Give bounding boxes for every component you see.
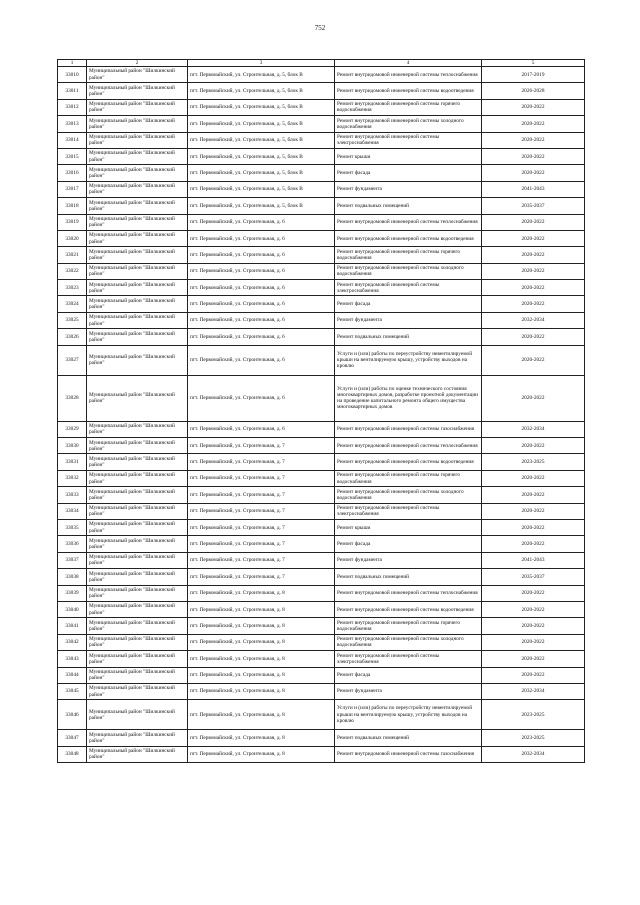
address-cell: пгт. Первомайский, ул. Строительная, д. 6 (188, 263, 335, 279)
table-row (58, 181, 585, 197)
row-number-cell: 33044 (58, 667, 87, 683)
table-row (58, 421, 585, 437)
table-row (58, 198, 585, 214)
table-body (58, 67, 585, 763)
address-cell: пгт. Первомайский, ул. Строительная, д. 8 (188, 746, 335, 762)
municipality-cell: Муниципальный район "Шилкинский район" (87, 165, 188, 181)
address-cell: пгт. Первомайский, ул. Строительная, д. 6 (188, 280, 335, 296)
address-cell: пгт. Первомайский, ул. Строительная, д. 6 (188, 296, 335, 312)
column-header: 1 (58, 60, 87, 67)
address-cell: пгт. Первомайский, ул. Строительная, д. 8 (188, 700, 335, 730)
address-cell: пгт. Первомайский, ул. Строительная, д. 6 (188, 345, 335, 375)
row-number-cell: 33040 (58, 601, 87, 617)
table-row (58, 132, 585, 148)
period-cell: 2020-2022 (482, 438, 585, 454)
municipality-cell: Муниципальный район "Шилкинский район" (87, 132, 188, 148)
table-row (58, 296, 585, 312)
row-number-cell: 33015 (58, 148, 87, 164)
table-row (58, 519, 585, 535)
period-cell: 2020-2022 (482, 519, 585, 535)
period-cell: 2020-2022 (482, 280, 585, 296)
address-cell: пгт. Первомайский, ул. Строительная, д. 5, блок В (188, 165, 335, 181)
address-cell: пгт. Первомайский, ул. Строительная, д. 5, блок В (188, 67, 335, 83)
address-cell: пгт. Первомайский, ул. Строительная, д. 6 (188, 329, 335, 345)
municipality-cell: Муниципальный район "Шилкинский район" (87, 280, 188, 296)
table-row (58, 700, 585, 730)
municipality-cell: Муниципальный район "Шилкинский район" (87, 487, 188, 503)
row-number-cell: 33012 (58, 99, 87, 115)
address-cell: пгт. Первомайский, ул. Строительная, д. 5, блок В (188, 198, 335, 214)
period-cell: 2020-2022 (482, 651, 585, 667)
municipality-cell: Муниципальный район "Шилкинский район" (87, 683, 188, 699)
address-cell: пгт. Первомайский, ул. Строительная, д. 7 (188, 470, 335, 486)
work-type-cell: Ремонт фасада (335, 667, 482, 683)
period-cell: 2020-2022 (482, 132, 585, 148)
table-row (58, 116, 585, 132)
table-row (58, 634, 585, 650)
municipality-cell: Муниципальный район "Шилкинский район" (87, 454, 188, 470)
address-cell: пгт. Первомайский, ул. Строительная, д. 8 (188, 585, 335, 601)
work-type-cell: Ремонт внутридомовой инженерной системы теплоснабжения (335, 585, 482, 601)
work-type-cell: Ремонт фасада (335, 165, 482, 181)
row-number-cell: 33035 (58, 519, 87, 535)
work-type-cell: Ремонт внутридомовой инженерной системы водоотведения (335, 454, 482, 470)
table-row (58, 165, 585, 181)
address-cell: пгт. Первомайский, ул. Строительная, д. 8 (188, 618, 335, 634)
period-cell: 2023-2025 (482, 730, 585, 746)
period-cell: 2035-2037 (482, 198, 585, 214)
period-cell: 2032-2034 (482, 312, 585, 328)
period-cell: 2020-2022 (482, 329, 585, 345)
row-number-cell: 33024 (58, 296, 87, 312)
row-number-cell: 33036 (58, 536, 87, 552)
work-type-cell: Ремонт внутридомовой инженерной системы теплоснабжения (335, 438, 482, 454)
row-number-cell: 33041 (58, 618, 87, 634)
work-type-cell: Ремонт внутридомовой инженерной системы горячего водоснабжения (335, 470, 482, 486)
municipality-cell: Муниципальный район "Шилкинский район" (87, 230, 188, 246)
municipality-cell: Муниципальный район "Шилкинский район" (87, 181, 188, 197)
table-row (58, 83, 585, 99)
address-cell: пгт. Первомайский, ул. Строительная, д. 8 (188, 651, 335, 667)
period-cell: 2032-2034 (482, 421, 585, 437)
row-number-cell: 33033 (58, 487, 87, 503)
row-number-cell: 33025 (58, 312, 87, 328)
table-row (58, 230, 585, 246)
address-cell: пгт. Первомайский, ул. Строительная, д. 7 (188, 569, 335, 585)
address-cell: пгт. Первомайский, ул. Строительная, д. 7 (188, 438, 335, 454)
work-type-cell: Ремонт подвальных помещений (335, 730, 482, 746)
work-type-cell: Ремонт внутридомовой инженерной системы холодного водоснабжения (335, 634, 482, 650)
work-type-cell: Ремонт фасада (335, 296, 482, 312)
column-header: 4 (335, 60, 482, 67)
work-type-cell: Ремонт внутридомовой инженерной системы электроснабжения (335, 132, 482, 148)
work-type-cell: Ремонт подвальных помещений (335, 329, 482, 345)
work-type-cell: Ремонт внутридомовой инженерной системы газоснабжения (335, 421, 482, 437)
address-cell: пгт. Первомайский, ул. Строительная, д. 6 (188, 214, 335, 230)
municipality-cell: Муниципальный район "Шилкинский район" (87, 730, 188, 746)
work-type-cell: Ремонт внутридомовой инженерной системы теплоснабжения (335, 214, 482, 230)
column-header: 3 (188, 60, 335, 67)
address-cell: пгт. Первомайский, ул. Строительная, д. 5, блок В (188, 116, 335, 132)
period-cell: 2020-2022 (482, 536, 585, 552)
address-cell: пгт. Первомайский, ул. Строительная, д. 8 (188, 634, 335, 650)
period-cell: 2026-2028 (482, 83, 585, 99)
municipality-cell: Муниципальный район "Шилкинский район" (87, 634, 188, 650)
table-row (58, 345, 585, 375)
address-cell: пгт. Первомайский, ул. Строительная, д. 8 (188, 683, 335, 699)
municipality-cell: Муниципальный район "Шилкинский район" (87, 296, 188, 312)
address-cell: пгт. Первомайский, ул. Строительная, д. 7 (188, 552, 335, 568)
column-number-row (58, 60, 585, 67)
address-cell: пгт. Первомайский, ул. Строительная, д. 6 (188, 312, 335, 328)
municipality-cell: Муниципальный район "Шилкинский район" (87, 700, 188, 730)
work-type-cell: Ремонт фундамента (335, 683, 482, 699)
municipality-cell: Муниципальный район "Шилкинский район" (87, 263, 188, 279)
table-row (58, 503, 585, 519)
period-cell: 2020-2022 (482, 375, 585, 421)
row-number-cell: 33031 (58, 454, 87, 470)
work-type-cell: Услуги и (или) работы по оценке технического состояния многоквартирных домов, разработке проектной документации на проведение капитального ремонта общего имущества многоквартирных домов (335, 375, 482, 421)
row-number-cell: 33028 (58, 375, 87, 421)
period-cell: 2020-2022 (482, 247, 585, 263)
municipality-cell: Муниципальный район "Шилкинский район" (87, 345, 188, 375)
municipality-cell: Муниципальный район "Шилкинский район" (87, 148, 188, 164)
work-type-cell: Ремонт внутридомовой инженерной системы горячего водоснабжения (335, 99, 482, 115)
work-type-cell: Ремонт фундамента (335, 181, 482, 197)
address-cell: пгт. Первомайский, ул. Строительная, д. 6 (188, 375, 335, 421)
row-number-cell: 33045 (58, 683, 87, 699)
table-row (58, 730, 585, 746)
address-cell: пгт. Первомайский, ул. Строительная, д. 5, блок В (188, 132, 335, 148)
period-cell: 2020-2022 (482, 165, 585, 181)
period-cell: 2020-2022 (482, 667, 585, 683)
municipality-cell: Муниципальный район "Шилкинский район" (87, 421, 188, 437)
row-number-cell: 33030 (58, 438, 87, 454)
municipality-cell: Муниципальный район "Шилкинский район" (87, 552, 188, 568)
row-number-cell: 33017 (58, 181, 87, 197)
work-type-cell: Ремонт фундамента (335, 552, 482, 568)
table-row (58, 280, 585, 296)
address-cell: пгт. Первомайский, ул. Строительная, д. 7 (188, 454, 335, 470)
period-cell: 2020-2022 (482, 214, 585, 230)
municipality-cell: Муниципальный район "Шилкинский район" (87, 247, 188, 263)
address-cell: пгт. Первомайский, ул. Строительная, д. 5, блок В (188, 99, 335, 115)
municipality-cell: Муниципальный район "Шилкинский район" (87, 618, 188, 634)
row-number-cell: 33027 (58, 345, 87, 375)
period-cell: 2020-2022 (482, 470, 585, 486)
municipality-cell: Муниципальный район "Шилкинский район" (87, 601, 188, 617)
period-cell: 2020-2022 (482, 618, 585, 634)
address-cell: пгт. Первомайский, ул. Строительная, д. 6 (188, 421, 335, 437)
table-row (58, 552, 585, 568)
row-number-cell: 33021 (58, 247, 87, 263)
address-cell: пгт. Первомайский, ул. Строительная, д. 6 (188, 230, 335, 246)
municipality-cell: Муниципальный район "Шилкинский район" (87, 67, 188, 83)
address-cell: пгт. Первомайский, ул. Строительная, д. 7 (188, 536, 335, 552)
row-number-cell: 33038 (58, 569, 87, 585)
row-number-cell: 33010 (58, 67, 87, 83)
work-type-cell: Ремонт внутридомовой инженерной системы холодного водоснабжения (335, 487, 482, 503)
period-cell: 2020-2022 (482, 585, 585, 601)
row-number-cell: 33014 (58, 132, 87, 148)
work-type-cell: Ремонт внутридомовой инженерной системы водоотведения (335, 601, 482, 617)
table-row (58, 536, 585, 552)
table-row (58, 329, 585, 345)
row-number-cell: 33022 (58, 263, 87, 279)
municipality-cell: Муниципальный район "Шилкинский район" (87, 375, 188, 421)
work-type-cell: Ремонт внутридомовой инженерной системы теплоснабжения (335, 67, 482, 83)
period-cell: 2023-2025 (482, 700, 585, 730)
work-type-cell: Ремонт крыши (335, 519, 482, 535)
table-row (58, 683, 585, 699)
period-cell: 2020-2022 (482, 148, 585, 164)
municipality-cell: Муниципальный район "Шилкинский район" (87, 667, 188, 683)
row-number-cell: 33023 (58, 280, 87, 296)
row-number-cell: 33037 (58, 552, 87, 568)
municipality-cell: Муниципальный район "Шилкинский район" (87, 116, 188, 132)
work-type-cell: Ремонт фундамента (335, 312, 482, 328)
address-cell: пгт. Первомайский, ул. Строительная, д. 5, блок В (188, 181, 335, 197)
table-row (58, 214, 585, 230)
municipality-cell: Муниципальный район "Шилкинский район" (87, 746, 188, 762)
period-cell: 2020-2022 (482, 503, 585, 519)
work-type-cell: Ремонт крыши (335, 148, 482, 164)
row-number-cell: 33011 (58, 83, 87, 99)
row-number-cell: 33032 (58, 470, 87, 486)
row-number-cell: 33016 (58, 165, 87, 181)
municipality-cell: Муниципальный район "Шилкинский район" (87, 585, 188, 601)
work-type-cell: Ремонт фасада (335, 536, 482, 552)
row-number-cell: 33043 (58, 651, 87, 667)
column-header: 5 (482, 60, 585, 67)
table-row (58, 438, 585, 454)
table-row (58, 375, 585, 421)
municipality-cell: Муниципальный район "Шилкинский район" (87, 519, 188, 535)
period-cell: 2020-2022 (482, 634, 585, 650)
row-number-cell: 33046 (58, 700, 87, 730)
column-header: 2 (87, 60, 188, 67)
period-cell: 2032-2034 (482, 683, 585, 699)
work-type-cell: Ремонт внутридомовой инженерной системы водоотведения (335, 83, 482, 99)
period-cell: 2035-2037 (482, 569, 585, 585)
table-row (58, 470, 585, 486)
period-cell: 2032-2034 (482, 746, 585, 762)
work-type-cell: Ремонт внутридомовой инженерной системы электроснабжения (335, 280, 482, 296)
municipality-cell: Муниципальный район "Шилкинский район" (87, 569, 188, 585)
period-cell: 2020-2022 (482, 263, 585, 279)
municipality-cell: Муниципальный район "Шилкинский район" (87, 536, 188, 552)
work-type-cell: Ремонт подвальных помещений (335, 569, 482, 585)
address-cell: пгт. Первомайский, ул. Строительная, д. 5, блок В (188, 148, 335, 164)
work-type-cell: Ремонт внутридомовой инженерной системы электроснабжения (335, 651, 482, 667)
table-row (58, 601, 585, 617)
period-cell: 2017-2019 (482, 67, 585, 83)
municipality-cell: Муниципальный район "Шилкинский район" (87, 83, 188, 99)
row-number-cell: 33020 (58, 230, 87, 246)
capital-repair-table (57, 59, 585, 763)
municipality-cell: Муниципальный район "Шилкинский район" (87, 651, 188, 667)
address-cell: пгт. Первомайский, ул. Строительная, д. 6 (188, 247, 335, 263)
municipality-cell: Муниципальный район "Шилкинский район" (87, 438, 188, 454)
period-cell: 2020-2022 (482, 487, 585, 503)
address-cell: пгт. Первомайский, ул. Строительная, д. 7 (188, 519, 335, 535)
period-cell: 2020-2022 (482, 116, 585, 132)
table-row (58, 618, 585, 634)
table-row (58, 99, 585, 115)
work-type-cell: Ремонт внутридомовой инженерной системы электроснабжения (335, 503, 482, 519)
row-number-cell: 33018 (58, 198, 87, 214)
table-row (58, 247, 585, 263)
address-cell: пгт. Первомайский, ул. Строительная, д. 8 (188, 667, 335, 683)
page-number: 752 (314, 24, 326, 32)
work-type-cell: Ремонт внутридомовой инженерной системы горячего водоснабжения (335, 247, 482, 263)
period-cell: 2020-2022 (482, 296, 585, 312)
table-row (58, 67, 585, 83)
municipality-cell: Муниципальный район "Шилкинский район" (87, 503, 188, 519)
row-number-cell: 33047 (58, 730, 87, 746)
table-row (58, 569, 585, 585)
table-row (58, 585, 585, 601)
address-cell: пгт. Первомайский, ул. Строительная, д. 7 (188, 487, 335, 503)
row-number-cell: 33013 (58, 116, 87, 132)
address-cell: пгт. Первомайский, ул. Строительная, д. 8 (188, 601, 335, 617)
work-type-cell: Ремонт внутридомовой инженерной системы газоснабжения (335, 746, 482, 762)
table-row (58, 487, 585, 503)
table-row (58, 651, 585, 667)
row-number-cell: 33034 (58, 503, 87, 519)
municipality-cell: Муниципальный район "Шилкинский район" (87, 99, 188, 115)
municipality-cell: Муниципальный район "Шилкинский район" (87, 470, 188, 486)
work-type-cell: Ремонт внутридомовой инженерной системы водоотведения (335, 230, 482, 246)
work-type-cell: Ремонт внутридомовой инженерной системы холодного водоснабжения (335, 263, 482, 279)
address-cell: пгт. Первомайский, ул. Строительная, д. 5, блок В (188, 83, 335, 99)
period-cell: 2020-2022 (482, 230, 585, 246)
period-cell: 2041-2043 (482, 552, 585, 568)
row-number-cell: 33029 (58, 421, 87, 437)
work-type-cell: Услуги и (или) работы по переустройству невентилируемой крыши на вентилируемую крышу, устройству выходов на кровлю (335, 345, 482, 375)
period-cell: 2020-2022 (482, 99, 585, 115)
table-row (58, 454, 585, 470)
period-cell: 2023-2025 (482, 454, 585, 470)
municipality-cell: Муниципальный район "Шилкинский район" (87, 312, 188, 328)
row-number-cell: 33039 (58, 585, 87, 601)
table-row (58, 148, 585, 164)
work-type-cell: Ремонт подвальных помещений (335, 198, 482, 214)
period-cell: 2041-2043 (482, 181, 585, 197)
address-cell: пгт. Первомайский, ул. Строительная, д. 8 (188, 730, 335, 746)
row-number-cell: 33048 (58, 746, 87, 762)
period-cell: 2020-2022 (482, 601, 585, 617)
municipality-cell: Муниципальный район "Шилкинский район" (87, 198, 188, 214)
table-row (58, 263, 585, 279)
row-number-cell: 33019 (58, 214, 87, 230)
row-number-cell: 33042 (58, 634, 87, 650)
municipality-cell: Муниципальный район "Шилкинский район" (87, 329, 188, 345)
table-row (58, 312, 585, 328)
work-type-cell: Ремонт внутридомовой инженерной системы горячего водоснабжения (335, 618, 482, 634)
address-cell: пгт. Первомайский, ул. Строительная, д. 7 (188, 503, 335, 519)
period-cell: 2020-2022 (482, 345, 585, 375)
work-type-cell: Ремонт внутридомовой инженерной системы холодного водоснабжения (335, 116, 482, 132)
work-type-cell: Услуги и (или) работы по переустройству невентилируемой крыши на вентилируемую крышу, устройству выходов на кровлю (335, 700, 482, 730)
municipality-cell: Муниципальный район "Шилкинский район" (87, 214, 188, 230)
table-row (58, 746, 585, 762)
table-row (58, 667, 585, 683)
row-number-cell: 33026 (58, 329, 87, 345)
